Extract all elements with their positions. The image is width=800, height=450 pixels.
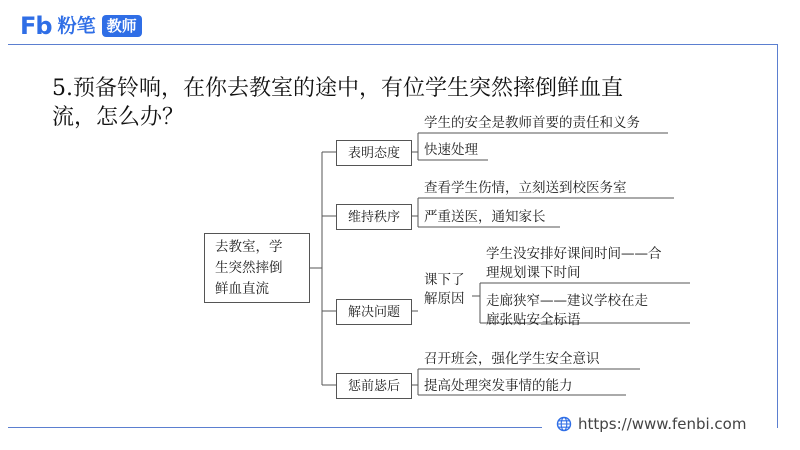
branch-attitude-node: 表明态度 (336, 140, 412, 166)
leaf-prevent-2: 提高处理突发事情的能力 (424, 378, 573, 394)
mindmap-root-node (204, 233, 310, 303)
leaf-attitude-1: 学生的安全是教师首要的责任和义务 (424, 115, 640, 131)
sub-label-line-1: 课下了 (424, 272, 465, 288)
leaf-solve-1 (486, 245, 662, 283)
branch-prevent-node: 惩前毖后 (336, 373, 412, 399)
root-line-2: 生突然摔倒 (215, 259, 283, 276)
leaf-prevent-1: 召开班会，强化学生安全意识 (424, 351, 600, 367)
leaf-attitude-2: 快速处理 (424, 142, 478, 158)
leaf-solve-2 (486, 292, 648, 330)
footer-url[interactable] (556, 415, 746, 433)
brand-badge: 教师 (102, 15, 142, 37)
brand-mark: Fb (20, 12, 52, 40)
sub-label-line-2: 解原因 (424, 291, 465, 307)
footer-url-text[interactable]: https://www.fenbi.com (578, 415, 747, 433)
question-line-2: 流，怎么办？ (52, 105, 185, 130)
brand-name: 粉笔 (57, 15, 96, 37)
globe-icon (556, 416, 572, 432)
question-line-1: 5.预备铃响，在你去教室的途中，有位学生突然摔倒鲜血直 (52, 76, 623, 101)
root-line-1: 去教室，学 (215, 238, 283, 255)
leaf-order-2: 严重送医，通知家长 (424, 209, 546, 225)
branch-order-node: 维持秩序 (336, 204, 412, 230)
branch-solve-node: 解决问题 (336, 299, 412, 325)
root-line-3: 鲜血直流 (215, 280, 269, 297)
leaf-solve-2-line-2: 廊张贴安全标语 (486, 312, 581, 328)
leaf-solve-1-line-1: 学生没安排好课间时间——合 (486, 246, 662, 262)
leaf-order-1: 查看学生伤情，立刻送到校医务室 (424, 180, 627, 196)
leaf-solve-1-line-2: 理规划课下时间 (486, 265, 581, 281)
sub-label-find-cause (424, 271, 465, 309)
leaf-solve-2-line-1: 走廊狭窄——建议学校在走 (486, 293, 648, 309)
